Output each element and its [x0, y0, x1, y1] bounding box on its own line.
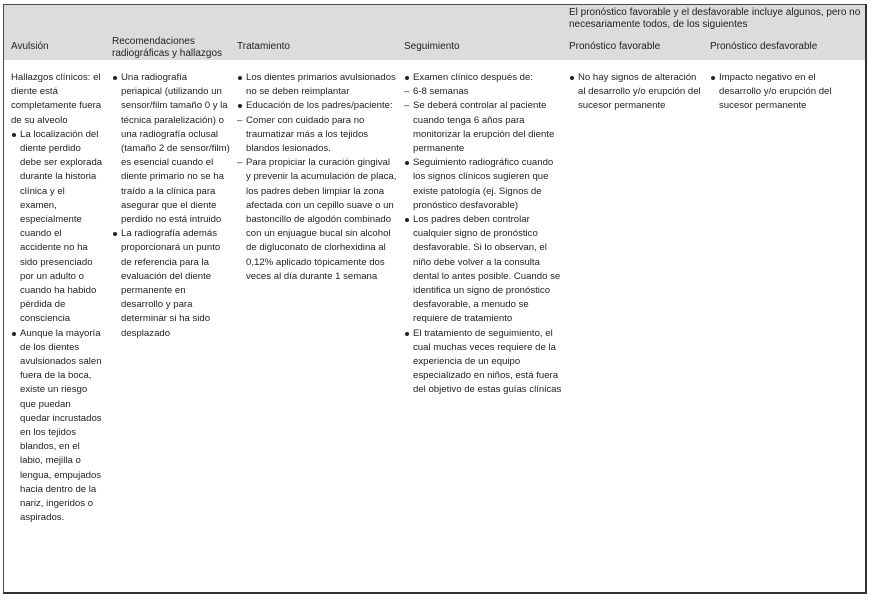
- header-tratamiento: Tratamiento: [237, 41, 290, 52]
- list-item: La localización del diente perdido debe ser explorada durante la historia clínica y el examen, especialmente cuando el accidente no ha sido presenciado por un adulto o cuando ha habido pérdida de consciencia: [11, 128, 103, 327]
- pronostico-favorable-list: [569, 71, 701, 114]
- header-pronostico-desfavorable: Pronóstico desfavorable: [710, 41, 818, 52]
- list-item: – 6-8 semanas: [404, 85, 564, 99]
- list-item: Los padres deben controlar cualquier signo de pronóstico desfavorable. Si lo observan, el niño debe volver a la consulta dental lo antes posible. Cuando se identifica un signo de pronóstico desfavorable, a menudo se requiere de tratamiento: [404, 213, 564, 327]
- list-item: Aunque la mayoría de los dientes avulsionados salen fuera de la boca, existe un riesgo que puedan quedar incrustados en los tejidos blandos, en el labio, mejilla o lengua, empujados hacia dentro de la nariz, ingeridos o aspirados.: [11, 327, 103, 526]
- header-pronostico-favorable: Pronóstico favorable: [569, 41, 661, 52]
- list-item: Educación de los padres/paciente:: [237, 99, 397, 113]
- column-avulsion: [11, 71, 103, 526]
- tratamiento-list: [237, 71, 397, 284]
- list-item: La radiografía además proporcionará un punto de referencia para la evaluación del diente permanente en desarrollo y para determinar si ha sido desplazado: [112, 227, 230, 341]
- header-seguimiento: Seguimiento: [404, 41, 460, 52]
- header-pronostico-note: El pronóstico favorable y el desfavorable incluye algunos, pero no necesariamente todos, de los siguientes: [569, 7, 861, 30]
- list-item: Una radiografía periapical (utilizando un sensor/film tamaño 0 y la técnica paralelización) o una radiografía oclusal (tamaño 2 de sensor/film) es esencial cuando el diente primario no se ha traído a la clínica para asegurar que el diente perdido no está intruido: [112, 71, 230, 227]
- list-item: No hay signos de alteración al desarrollo y/o erupción del sucesor permanente: [569, 71, 701, 114]
- list-item: – Para propiciar la curación gingival y prevenir la acumulación de placa, los padres deben limpiar la zona afectada con un cepillo suave o un bastoncillo de algodón combinado con un enjuague bucal sin alcohol de digluconato de clorhexidina al 0,12% aplicado tópicamente dos veces al día durante 1 semana: [237, 156, 397, 284]
- recomendaciones-list: [112, 71, 230, 341]
- pronostico-desfavorable-list: [710, 71, 850, 114]
- avulsion-list: [11, 128, 103, 526]
- header-avulsion: Avulsión: [11, 41, 49, 52]
- list-item: – Se deberá controlar al paciente cuando tenga 6 años para monitorizar la erupción del diente permanente: [404, 99, 564, 156]
- column-pronostico-favorable: [569, 71, 701, 114]
- list-item: Examen clínico después de:: [404, 71, 564, 85]
- column-tratamiento: [237, 71, 397, 284]
- seguimiento-list: [404, 71, 564, 398]
- list-item: El tratamiento de seguimiento, el cual muchas veces requiere de la experiencia de un equipo especializado en niños, está fuera del objetivo de estas guías clínicas: [404, 327, 564, 398]
- list-item: Los dientes primarios avulsionados no se deben reimplantar: [237, 71, 397, 99]
- list-item: – Comer con cuidado para no traumatizar más a los tejidos blandos lesionados.: [237, 114, 397, 157]
- list-item: Impacto negativo en el desarrollo y/o erupción del sucesor permanente: [710, 71, 850, 114]
- column-pronostico-desfavorable: [710, 71, 850, 114]
- column-seguimiento: [404, 71, 564, 398]
- table-header: [4, 5, 865, 60]
- column-recomendaciones: [112, 71, 230, 341]
- avulsion-intro: Hallazgos clínicos: el diente está completamente fuera de su alveolo: [11, 72, 102, 126]
- header-recomendaciones: Recomendaciones radiográficas y hallazgos: [112, 36, 223, 59]
- list-item: Seguimiento radiográfico cuando los signos clínicos sugieren que existe patología (ej. Signos de pronóstico desfavorable): [404, 156, 564, 213]
- avulsion-table: [3, 4, 867, 594]
